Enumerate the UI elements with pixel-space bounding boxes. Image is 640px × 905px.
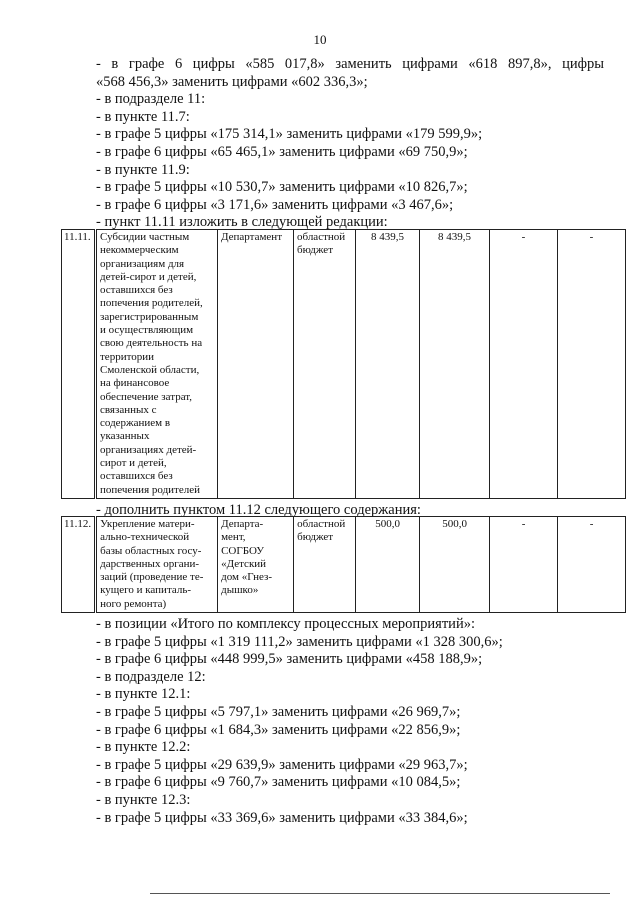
executor-line: мент,: [221, 531, 246, 544]
desc-line: дарственных органи-: [100, 557, 200, 570]
page-number: 10: [313, 32, 327, 47]
text-line: - в пункте 12.1:: [96, 686, 191, 703]
desc-line: на финансовое: [100, 377, 170, 390]
text-line: «568 456,3» заменить цифрами «602 336,3»;: [96, 73, 368, 90]
text-line: - пункт 11.11 изложить в следующей редакции:: [96, 214, 388, 231]
row-year-1: 8 439,5: [420, 230, 490, 499]
desc-line: ально-технической: [100, 531, 190, 544]
executor-line: «Детский: [221, 557, 267, 570]
row-funding-source: [294, 517, 356, 613]
text-line: - в графе 6 цифры «1 684,3» заменить цифрами «22 856,9»;: [96, 721, 461, 738]
table-row-11-11: [61, 229, 626, 499]
desc-line: Укрепление матери-: [100, 518, 195, 530]
row-funding-source: [294, 230, 356, 499]
desc-line: свою деятельность на: [100, 337, 203, 350]
row-executor: [218, 517, 294, 613]
row-year-1: 500,0: [420, 517, 490, 613]
row-number: 11.11.: [62, 230, 96, 499]
row-year-2: -: [490, 517, 558, 613]
desc-line: попечения родителей: [100, 483, 200, 496]
desc-line: обеспечение затрат,: [100, 390, 193, 403]
desc-line: кущего и капиталь-: [100, 584, 192, 597]
desc-line: связанных с: [100, 403, 157, 416]
text-line: - в графе 5 цифры «175 314,1» заменить цифрами «179 599,9»;: [96, 126, 483, 143]
description-lines: [100, 231, 214, 497]
text-line: - в графе 6 цифры «9 760,7» заменить цифрами «10 084,5»;: [96, 774, 461, 791]
executor-line: СОГБОУ: [221, 544, 265, 557]
desc-line: некоммерческим: [100, 244, 179, 257]
source-line: областной: [297, 231, 346, 243]
row-executor: [218, 230, 294, 499]
text-line: - в графе 5 цифры «1 319 111,2» заменить цифрами «1 328 300,6»;: [96, 633, 503, 650]
row-number: 11.12.: [62, 517, 96, 613]
source-line: бюджет: [297, 244, 333, 257]
desc-line: заций (проведение те-: [100, 571, 204, 584]
desc-line: базы областных госу-: [100, 544, 202, 557]
source-line: областной: [297, 518, 346, 530]
executor-line: Департа-: [221, 518, 264, 530]
text-line: - в подразделе 11:: [96, 91, 206, 108]
text-line: - в позиции «Итого по комплексу процессных мероприятий»:: [96, 616, 475, 632]
desc-line: указанных: [100, 430, 150, 443]
text-line: - в графе 5 цифры «29 639,9» заменить цифрами «29 963,7»;: [96, 756, 468, 773]
row-description: [96, 230, 218, 499]
text-line: - в графе 6 цифры «448 999,5» заменить цифрами «458 188,9»;: [96, 651, 483, 668]
text-line: - в графе 5 цифры «5 797,1» заменить цифрами «26 969,7»;: [96, 703, 461, 720]
source-line: бюджет: [297, 531, 334, 544]
executor-line: дышко»: [221, 584, 259, 597]
desc-line: ного ремонта): [100, 597, 167, 610]
desc-line: сирот и детей,: [100, 457, 167, 470]
instructions-block-1: [96, 56, 604, 232]
table-row-11-12: [61, 516, 626, 613]
row-total: 500,0: [356, 517, 420, 613]
text-line: - в графе 6 цифры «585 017,8» заменить цифрами «618 897,8», цифры: [96, 56, 604, 72]
row-description: [96, 517, 218, 613]
text-line: - в графе 6 цифры «3 171,6» заменить цифрами «3 467,6»;: [96, 196, 454, 213]
desc-line: детей-сирот и детей,: [100, 270, 197, 283]
text-line: - в пункте 11.9:: [96, 161, 190, 178]
text-line: - в пункте 12.2:: [96, 739, 191, 756]
row-year-2: -: [490, 230, 558, 499]
desc-line: Субсидии частным: [100, 231, 190, 243]
desc-line: содержанием в: [100, 417, 171, 430]
desc-line: Смоленской области,: [100, 363, 200, 376]
text-line: - в графе 5 цифры «33 369,6» заменить цифрами «33 384,6»;: [96, 809, 468, 826]
text-line: - в графе 6 цифры «65 465,1» заменить цифрами «69 750,9»;: [96, 143, 468, 160]
executor-line: Департамент: [221, 231, 283, 243]
text-line: - в графе 5 цифры «10 530,7» заменить цифрами «10 826,7»;: [96, 179, 468, 196]
text-line: - в пункте 12.3:: [96, 791, 191, 808]
instructions-block-3: [96, 616, 604, 827]
desc-line: организациях детей-: [100, 443, 197, 456]
desc-line: зарегистрированным: [100, 310, 199, 323]
text-line: - в пункте 11.7:: [96, 108, 190, 125]
row-total: 8 439,5: [356, 230, 420, 499]
desc-line: попечения родителей,: [100, 297, 203, 310]
desc-line: территории: [100, 350, 155, 363]
desc-line: оставшихся без: [100, 470, 173, 483]
desc-line: оставшихся без: [100, 284, 173, 297]
desc-line: и осуществляющим: [100, 324, 194, 337]
text-line: - в подразделе 12:: [96, 668, 206, 685]
executor-line: дом «Гнез-: [221, 571, 273, 584]
desc-line: организациям для: [100, 257, 185, 270]
row-year-3: -: [558, 230, 626, 499]
bottom-rule: [150, 893, 610, 894]
text-line: - дополнить пунктом 11.12 следующего содержания:: [96, 502, 421, 518]
row-year-3: -: [558, 517, 626, 613]
